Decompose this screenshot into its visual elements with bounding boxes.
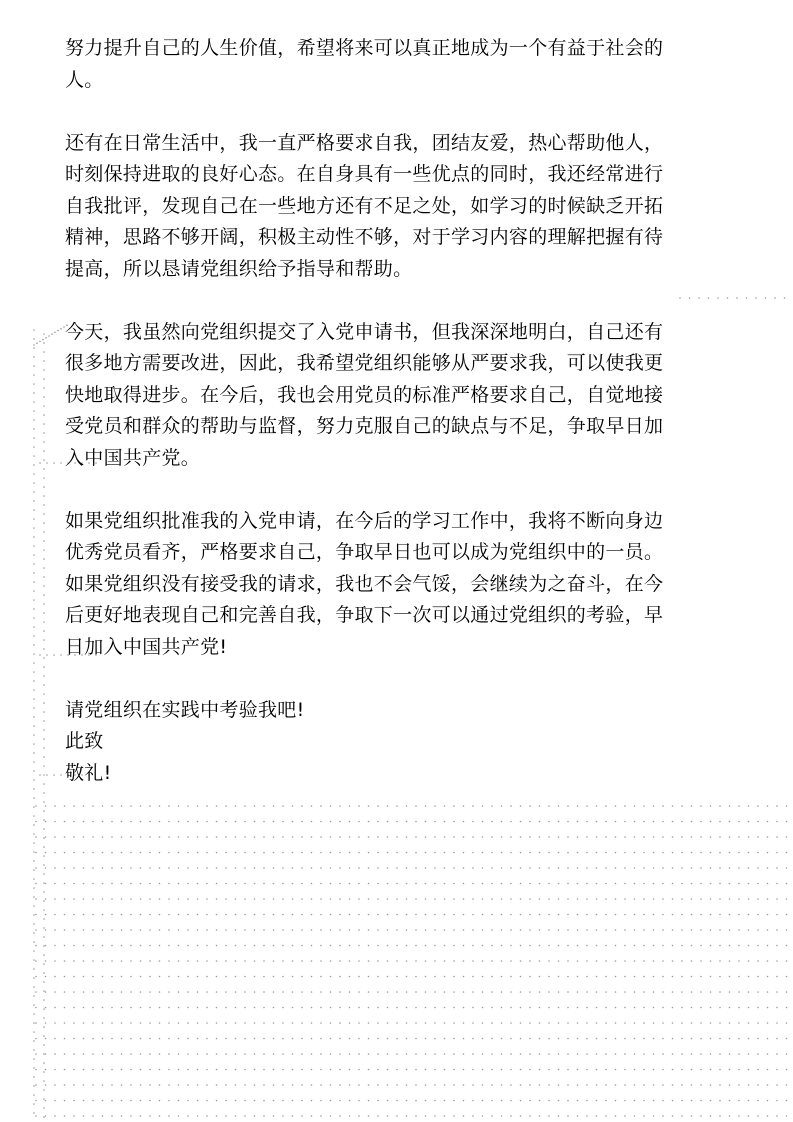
document-body [65, 33, 680, 789]
paragraph-4: 如果党组织批准我的入党申请，在今后的学习工作中，我将不断向身边优秀党员看齐，严格要求自己，争取早日也可以成为党组织中的一员。如果党组织没有接受我的请求，我也不会气馁，会继续为之奋斗，在今后更好地表现自己和完善自我，争取下一次可以通过党组织的考验，早日加入中国共产党! [65, 509, 664, 658]
closing-request: 请党组织在实践中考验我吧! [65, 698, 305, 721]
paragraph-3: 今天，我虽然向党组织提交了入党申请书，但我深深地明白，自己还有很多地方需要改进，因此，我希望党组织能够从严要求我，可以使我更快地取得进步。在今后，我也会用党员的标准严格要求自己，自觉地接受党员和群众的帮助与监督，努力克服自己的缺点与不足，争取早日加入中国共产党。 [65, 320, 664, 469]
paragraph-2: 还有在日常生活中，我一直严格要求自我，团结友爱，热心帮助他人，时刻保持进取的良好心态。在自身具有一些优点的同时，我还经常进行自我批评，发现自己在一些地方还有不足之处，如学习的时候缺乏开拓精神，思路不够开阔，积极主动性不够，对于学习内容的理解把握有待提高，所以恳请党组织给予指导和帮助。 [65, 131, 664, 280]
paragraph-1: 努力提升自己的人生价值，希望将来可以真正地成为一个有益于社会的人。 [65, 37, 664, 91]
closing-block [65, 695, 680, 790]
closing-regards: 敬礼! [65, 761, 112, 784]
closing-salutation: 此致 [65, 730, 104, 752]
